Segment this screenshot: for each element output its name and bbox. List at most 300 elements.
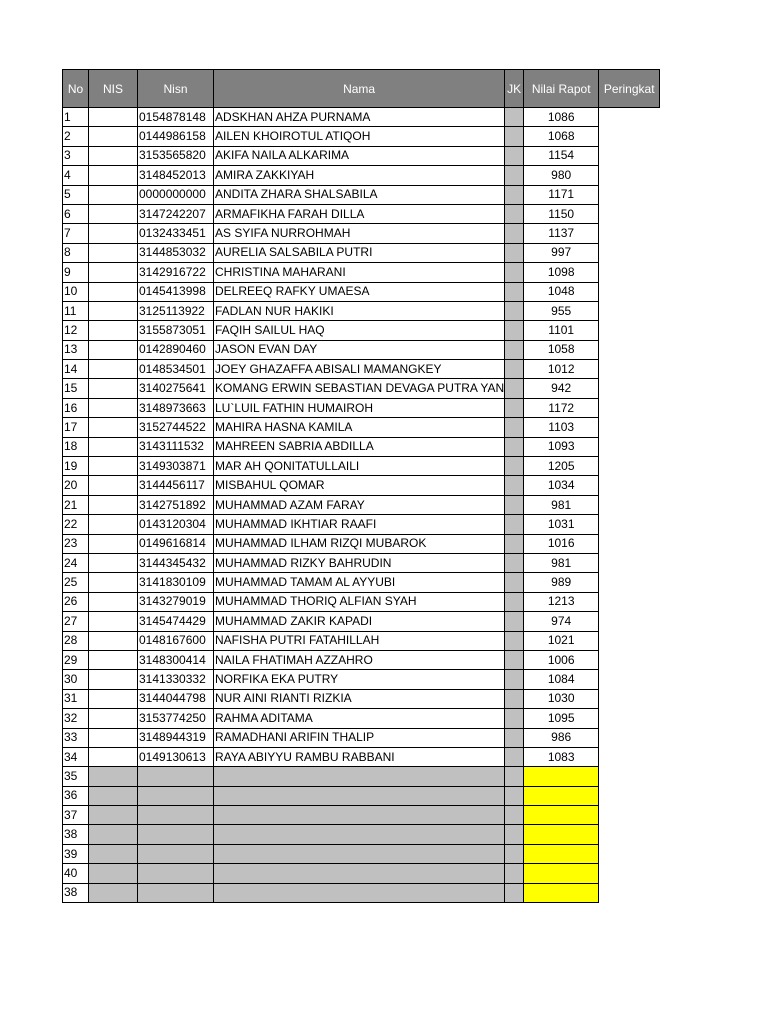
cell-nama[interactable] bbox=[214, 864, 505, 883]
cell-nilai-rapot[interactable]: 955 bbox=[524, 301, 599, 320]
cell-jk[interactable] bbox=[505, 321, 524, 340]
cell-no[interactable]: 35 bbox=[63, 767, 89, 786]
table-row bbox=[63, 108, 660, 127]
table-row bbox=[63, 243, 660, 262]
cell-jk[interactable] bbox=[505, 166, 524, 185]
cell-nis[interactable] bbox=[89, 844, 138, 863]
cell-nama[interactable]: AKIFA NAILA ALKARIMA bbox=[214, 146, 505, 165]
cell-nisn[interactable]: 0145413998 bbox=[138, 282, 214, 301]
cell-no[interactable]: 30 bbox=[63, 670, 89, 689]
cell-nis[interactable] bbox=[89, 379, 138, 398]
table-row bbox=[63, 379, 660, 398]
cell-nis[interactable] bbox=[89, 534, 138, 553]
cell-nisn[interactable] bbox=[138, 806, 214, 825]
cell-nis[interactable] bbox=[89, 631, 138, 650]
cell-nilai-rapot[interactable]: 1154 bbox=[524, 146, 599, 165]
cell-peringkat bbox=[599, 825, 660, 844]
cell-nama[interactable] bbox=[214, 767, 505, 786]
table-row bbox=[63, 437, 660, 456]
cell-nilai-rapot[interactable]: 1101 bbox=[524, 321, 599, 340]
cell-no[interactable]: 36 bbox=[63, 786, 89, 805]
cell-nisn[interactable]: 0142890460 bbox=[138, 340, 214, 359]
cell-jk[interactable] bbox=[505, 670, 524, 689]
cell-nis[interactable] bbox=[89, 204, 138, 223]
cell-peringkat bbox=[599, 670, 660, 689]
cell-nama[interactable]: MAHREEN SABRIA ABDILLA bbox=[214, 437, 505, 456]
cell-nilai-rapot[interactable]: 1172 bbox=[524, 398, 599, 417]
cell-peringkat bbox=[599, 573, 660, 592]
cell-nama[interactable]: NUR AINI RIANTI RIZKIA bbox=[214, 689, 505, 708]
cell-nama[interactable]: MUHAMMAD RIZKY BAHRUDIN bbox=[214, 553, 505, 572]
cell-no[interactable]: 24 bbox=[63, 553, 89, 572]
cell-nisn[interactable]: 3153774250 bbox=[138, 709, 214, 728]
cell-nama[interactable]: MUHAMMAD ZAKIR KAPADI bbox=[214, 612, 505, 631]
cell-peringkat bbox=[599, 185, 660, 204]
cell-jk[interactable] bbox=[505, 418, 524, 437]
cell-nisn[interactable] bbox=[138, 825, 214, 844]
cell-nis[interactable] bbox=[89, 301, 138, 320]
cell-nis[interactable] bbox=[89, 340, 138, 359]
cell-nis[interactable] bbox=[89, 650, 138, 669]
cell-peringkat bbox=[599, 282, 660, 301]
cell-nilai-rapot[interactable] bbox=[524, 786, 599, 805]
cell-nilai-rapot[interactable]: 1093 bbox=[524, 437, 599, 456]
header-nilai-rapot[interactable]: Nilai Rapot bbox=[524, 70, 599, 108]
cell-nis[interactable] bbox=[89, 127, 138, 146]
cell-nisn[interactable]: 0000000000 bbox=[138, 185, 214, 204]
cell-nama[interactable]: MAR AH QONITATULLAILI bbox=[214, 457, 505, 476]
cell-no[interactable]: 11 bbox=[63, 301, 89, 320]
cell-nilai-rapot[interactable]: 989 bbox=[524, 573, 599, 592]
cell-nilai-rapot[interactable]: 1068 bbox=[524, 127, 599, 146]
cell-nisn[interactable]: 3141330332 bbox=[138, 670, 214, 689]
cell-nisn[interactable]: 3142916722 bbox=[138, 263, 214, 282]
cell-nisn[interactable]: 0149130613 bbox=[138, 747, 214, 766]
cell-nama[interactable]: JASON EVAN DAY bbox=[214, 340, 505, 359]
cell-nis[interactable] bbox=[89, 553, 138, 572]
cell-no[interactable]: 39 bbox=[63, 844, 89, 863]
cell-jk[interactable] bbox=[505, 398, 524, 417]
cell-nilai-rapot[interactable]: 981 bbox=[524, 553, 599, 572]
cell-jk[interactable] bbox=[505, 185, 524, 204]
cell-nilai-rapot[interactable]: 1086 bbox=[524, 108, 599, 127]
cell-nama[interactable]: RAHMA ADITAMA bbox=[214, 709, 505, 728]
cell-nilai-rapot[interactable]: 1031 bbox=[524, 515, 599, 534]
cell-nilai-rapot[interactable]: 974 bbox=[524, 612, 599, 631]
cell-nilai-rapot[interactable]: 1084 bbox=[524, 670, 599, 689]
cell-jk[interactable] bbox=[505, 767, 524, 786]
cell-no[interactable]: 26 bbox=[63, 592, 89, 611]
cell-nama[interactable]: MUHAMMAD THORIQ ALFIAN SYAH bbox=[214, 592, 505, 611]
cell-nilai-rapot[interactable]: 986 bbox=[524, 728, 599, 747]
cell-peringkat bbox=[599, 689, 660, 708]
cell-peringkat bbox=[599, 379, 660, 398]
cell-nisn[interactable]: 3153565820 bbox=[138, 146, 214, 165]
cell-nama[interactable]: MUHAMMAD IKHTIAR RAAFI bbox=[214, 515, 505, 534]
cell-no[interactable]: 15 bbox=[63, 379, 89, 398]
cell-nis[interactable] bbox=[89, 146, 138, 165]
cell-no[interactable]: 31 bbox=[63, 689, 89, 708]
cell-jk[interactable] bbox=[505, 573, 524, 592]
cell-nisn[interactable]: 0132433451 bbox=[138, 224, 214, 243]
cell-nisn[interactable]: 0148167600 bbox=[138, 631, 214, 650]
cell-jk[interactable] bbox=[505, 553, 524, 572]
table-row bbox=[63, 282, 660, 301]
cell-jk[interactable] bbox=[505, 592, 524, 611]
table-row bbox=[63, 553, 660, 572]
header-nama[interactable]: Nama bbox=[214, 70, 505, 108]
cell-nama[interactable]: MISBAHUL QOMAR bbox=[214, 476, 505, 495]
cell-nilai-rapot[interactable]: 1137 bbox=[524, 224, 599, 243]
cell-jk[interactable] bbox=[505, 282, 524, 301]
cell-no[interactable]: 2 bbox=[63, 127, 89, 146]
cell-jk[interactable] bbox=[505, 263, 524, 282]
cell-nama[interactable] bbox=[214, 806, 505, 825]
cell-no[interactable]: 5 bbox=[63, 185, 89, 204]
cell-nis[interactable] bbox=[89, 166, 138, 185]
cell-jk[interactable] bbox=[505, 515, 524, 534]
cell-no[interactable]: 20 bbox=[63, 476, 89, 495]
cell-nisn[interactable]: 3145474429 bbox=[138, 612, 214, 631]
cell-peringkat bbox=[599, 806, 660, 825]
header-peringkat[interactable]: Peringkat bbox=[599, 70, 660, 108]
empty-row bbox=[63, 825, 660, 844]
table-row bbox=[63, 398, 660, 417]
cell-nisn[interactable]: 3142751892 bbox=[138, 495, 214, 514]
cell-nis[interactable] bbox=[89, 825, 138, 844]
cell-nisn[interactable] bbox=[138, 883, 214, 902]
cell-peringkat bbox=[599, 883, 660, 902]
cell-peringkat bbox=[599, 631, 660, 650]
cell-nis[interactable] bbox=[89, 360, 138, 379]
cell-nis[interactable] bbox=[89, 747, 138, 766]
student-grade-table bbox=[62, 69, 660, 903]
cell-jk[interactable] bbox=[505, 864, 524, 883]
empty-row bbox=[63, 767, 660, 786]
cell-peringkat bbox=[599, 263, 660, 282]
cell-no[interactable]: 13 bbox=[63, 340, 89, 359]
cell-no[interactable]: 3 bbox=[63, 146, 89, 165]
cell-nisn[interactable]: 3147242207 bbox=[138, 204, 214, 223]
cell-nilai-rapot[interactable]: 1030 bbox=[524, 689, 599, 708]
cell-nisn[interactable]: 3148452013 bbox=[138, 166, 214, 185]
cell-jk[interactable] bbox=[505, 146, 524, 165]
cell-nilai-rapot[interactable]: 1213 bbox=[524, 592, 599, 611]
cell-peringkat bbox=[599, 108, 660, 127]
cell-no[interactable]: 17 bbox=[63, 418, 89, 437]
cell-nisn[interactable]: 0143120304 bbox=[138, 515, 214, 534]
cell-nisn[interactable]: 0154878148 bbox=[138, 108, 214, 127]
cell-peringkat bbox=[599, 864, 660, 883]
cell-no[interactable]: 7 bbox=[63, 224, 89, 243]
cell-peringkat bbox=[599, 204, 660, 223]
cell-peringkat bbox=[599, 553, 660, 572]
cell-nama[interactable]: NAFISHA PUTRI FATAHILLAH bbox=[214, 631, 505, 650]
empty-row bbox=[63, 883, 660, 902]
cell-no[interactable]: 29 bbox=[63, 650, 89, 669]
cell-peringkat bbox=[599, 437, 660, 456]
empty-row bbox=[63, 864, 660, 883]
cell-nisn[interactable]: 3141830109 bbox=[138, 573, 214, 592]
cell-jk[interactable] bbox=[505, 747, 524, 766]
cell-nisn[interactable] bbox=[138, 844, 214, 863]
cell-nama[interactable]: AS SYIFA NURROHMAH bbox=[214, 224, 505, 243]
cell-nilai-rapot[interactable]: 1098 bbox=[524, 263, 599, 282]
cell-jk[interactable] bbox=[505, 457, 524, 476]
cell-nilai-rapot[interactable] bbox=[524, 806, 599, 825]
cell-nilai-rapot[interactable]: 1171 bbox=[524, 185, 599, 204]
cell-nama[interactable]: KOMANG ERWIN SEBASTIAN DEVAGA PUTRA YAN bbox=[214, 379, 505, 398]
cell-nisn[interactable]: 3144345432 bbox=[138, 553, 214, 572]
table-row bbox=[63, 321, 660, 340]
cell-nama[interactable]: JOEY GHAZAFFA ABISALI MAMANGKEY bbox=[214, 360, 505, 379]
cell-no[interactable]: 1 bbox=[63, 108, 89, 127]
cell-nilai-rapot[interactable]: 1034 bbox=[524, 476, 599, 495]
cell-nisn[interactable]: 3144456117 bbox=[138, 476, 214, 495]
cell-peringkat bbox=[599, 650, 660, 669]
cell-nis[interactable] bbox=[89, 495, 138, 514]
cell-nama[interactable]: DELREEQ RAFKY UMAESA bbox=[214, 282, 505, 301]
cell-nama[interactable]: NORFIKA EKA PUTRY bbox=[214, 670, 505, 689]
cell-nisn[interactable]: 3144044798 bbox=[138, 689, 214, 708]
cell-nis[interactable] bbox=[89, 282, 138, 301]
cell-jk[interactable] bbox=[505, 204, 524, 223]
cell-nisn[interactable]: 3148944319 bbox=[138, 728, 214, 747]
cell-nilai-rapot[interactable]: 1205 bbox=[524, 457, 599, 476]
cell-nis[interactable] bbox=[89, 689, 138, 708]
cell-no[interactable]: 19 bbox=[63, 457, 89, 476]
cell-nama[interactable]: MUHAMMAD TAMAM AL AYYUBI bbox=[214, 573, 505, 592]
cell-nis[interactable] bbox=[89, 592, 138, 611]
cell-nilai-rapot[interactable]: 1021 bbox=[524, 631, 599, 650]
cell-nisn[interactable]: 0148534501 bbox=[138, 360, 214, 379]
cell-nis[interactable] bbox=[89, 321, 138, 340]
cell-nis[interactable] bbox=[89, 806, 138, 825]
cell-nis[interactable] bbox=[89, 670, 138, 689]
cell-no[interactable]: 40 bbox=[63, 864, 89, 883]
cell-nisn[interactable]: 3149303871 bbox=[138, 457, 214, 476]
cell-jk[interactable] bbox=[505, 437, 524, 456]
cell-no[interactable]: 28 bbox=[63, 631, 89, 650]
cell-jk[interactable] bbox=[505, 786, 524, 805]
cell-nilai-rapot[interactable] bbox=[524, 883, 599, 902]
cell-nama[interactable]: LU`LUIL FATHIN HUMAIROH bbox=[214, 398, 505, 417]
cell-jk[interactable] bbox=[505, 806, 524, 825]
cell-no[interactable]: 10 bbox=[63, 282, 89, 301]
cell-nis[interactable] bbox=[89, 108, 138, 127]
cell-nisn[interactable]: 3148973663 bbox=[138, 398, 214, 417]
cell-nisn[interactable]: 3140275641 bbox=[138, 379, 214, 398]
table-row bbox=[63, 340, 660, 359]
cell-peringkat bbox=[599, 844, 660, 863]
cell-jk[interactable] bbox=[505, 534, 524, 553]
cell-no[interactable]: 38 bbox=[63, 825, 89, 844]
table-body bbox=[63, 108, 660, 903]
cell-nama[interactable]: MUHAMMAD AZAM FARAY bbox=[214, 495, 505, 514]
cell-nisn[interactable]: 3143111532 bbox=[138, 437, 214, 456]
cell-nis[interactable] bbox=[89, 883, 138, 902]
table-row bbox=[63, 263, 660, 282]
cell-nilai-rapot[interactable]: 1012 bbox=[524, 360, 599, 379]
cell-nama[interactable]: MUHAMMAD ILHAM RIZQI MUBAROK bbox=[214, 534, 505, 553]
cell-nama[interactable]: FADLAN NUR HAKIKI bbox=[214, 301, 505, 320]
cell-no[interactable]: 8 bbox=[63, 243, 89, 262]
cell-jk[interactable] bbox=[505, 631, 524, 650]
cell-nilai-rapot[interactable]: 1048 bbox=[524, 282, 599, 301]
cell-nisn[interactable]: 3152744522 bbox=[138, 418, 214, 437]
cell-nilai-rapot[interactable] bbox=[524, 825, 599, 844]
table-row bbox=[63, 515, 660, 534]
cell-nilai-rapot[interactable]: 1103 bbox=[524, 418, 599, 437]
cell-jk[interactable] bbox=[505, 301, 524, 320]
cell-nama[interactable]: AURELIA SALSABILA PUTRI bbox=[214, 243, 505, 262]
cell-nama[interactable] bbox=[214, 883, 505, 902]
cell-jk[interactable] bbox=[505, 689, 524, 708]
cell-jk[interactable] bbox=[505, 650, 524, 669]
cell-no[interactable]: 33 bbox=[63, 728, 89, 747]
cell-jk[interactable] bbox=[505, 108, 524, 127]
cell-nama[interactable]: MAHIRA HASNA KAMILA bbox=[214, 418, 505, 437]
cell-nisn[interactable]: 3155873051 bbox=[138, 321, 214, 340]
cell-nilai-rapot[interactable] bbox=[524, 767, 599, 786]
cell-jk[interactable] bbox=[505, 127, 524, 146]
table-row bbox=[63, 476, 660, 495]
cell-jk[interactable] bbox=[505, 728, 524, 747]
cell-jk[interactable] bbox=[505, 360, 524, 379]
header-jk[interactable]: JK bbox=[505, 70, 524, 108]
cell-nis[interactable] bbox=[89, 515, 138, 534]
cell-nilai-rapot[interactable]: 1083 bbox=[524, 747, 599, 766]
cell-peringkat bbox=[599, 398, 660, 417]
cell-jk[interactable] bbox=[505, 709, 524, 728]
cell-nama[interactable]: RAYA ABIYYU RAMBU RABBANI bbox=[214, 747, 505, 766]
cell-nilai-rapot[interactable] bbox=[524, 864, 599, 883]
cell-nis[interactable] bbox=[89, 709, 138, 728]
cell-nis[interactable] bbox=[89, 612, 138, 631]
cell-nama[interactable]: AILEN KHOIROTUL ATIQOH bbox=[214, 127, 505, 146]
header-nis[interactable]: NIS bbox=[89, 70, 138, 108]
cell-nama[interactable]: ARMAFIKHA FARAH DILLA bbox=[214, 204, 505, 223]
cell-nama[interactable]: AMIRA ZAKKIYAH bbox=[214, 166, 505, 185]
cell-no[interactable]: 14 bbox=[63, 360, 89, 379]
cell-nisn[interactable]: 3144853032 bbox=[138, 243, 214, 262]
cell-no[interactable]: 22 bbox=[63, 515, 89, 534]
cell-nis[interactable] bbox=[89, 224, 138, 243]
cell-nilai-rapot[interactable]: 1150 bbox=[524, 204, 599, 223]
cell-nis[interactable] bbox=[89, 243, 138, 262]
cell-nama[interactable]: ANDITA ZHARA SHALSABILA bbox=[214, 185, 505, 204]
cell-nisn[interactable]: 0149616814 bbox=[138, 534, 214, 553]
cell-no[interactable]: 25 bbox=[63, 573, 89, 592]
cell-jk[interactable] bbox=[505, 243, 524, 262]
cell-nilai-rapot[interactable]: 1006 bbox=[524, 650, 599, 669]
cell-nis[interactable] bbox=[89, 418, 138, 437]
cell-peringkat bbox=[599, 127, 660, 146]
cell-jk[interactable] bbox=[505, 476, 524, 495]
cell-nilai-rapot[interactable]: 981 bbox=[524, 495, 599, 514]
cell-no[interactable]: 23 bbox=[63, 534, 89, 553]
cell-nilai-rapot[interactable]: 997 bbox=[524, 243, 599, 262]
cell-no[interactable]: 37 bbox=[63, 806, 89, 825]
cell-nilai-rapot[interactable]: 942 bbox=[524, 379, 599, 398]
cell-nilai-rapot[interactable]: 1016 bbox=[524, 534, 599, 553]
cell-nis[interactable] bbox=[89, 437, 138, 456]
cell-nis[interactable] bbox=[89, 185, 138, 204]
cell-nama[interactable]: NAILA FHATIMAH AZZAHRO bbox=[214, 650, 505, 669]
cell-no[interactable]: 16 bbox=[63, 398, 89, 417]
cell-no[interactable]: 32 bbox=[63, 709, 89, 728]
table-row bbox=[63, 728, 660, 747]
cell-jk[interactable] bbox=[505, 612, 524, 631]
cell-no[interactable]: 21 bbox=[63, 495, 89, 514]
cell-no[interactable]: 9 bbox=[63, 263, 89, 282]
cell-jk[interactable] bbox=[505, 495, 524, 514]
cell-nama[interactable] bbox=[214, 825, 505, 844]
cell-nis[interactable] bbox=[89, 767, 138, 786]
cell-nis[interactable] bbox=[89, 786, 138, 805]
cell-jk[interactable] bbox=[505, 825, 524, 844]
cell-no[interactable]: 27 bbox=[63, 612, 89, 631]
cell-nis[interactable] bbox=[89, 263, 138, 282]
cell-nama[interactable] bbox=[214, 844, 505, 863]
table-row bbox=[63, 670, 660, 689]
cell-nisn[interactable]: 3125113922 bbox=[138, 301, 214, 320]
cell-jk[interactable] bbox=[505, 844, 524, 863]
cell-nisn[interactable]: 3148300414 bbox=[138, 650, 214, 669]
cell-nama[interactable]: RAMADHANI ARIFIN THALIP bbox=[214, 728, 505, 747]
cell-jk[interactable] bbox=[505, 379, 524, 398]
cell-nilai-rapot[interactable]: 1095 bbox=[524, 709, 599, 728]
header-no[interactable]: No bbox=[63, 70, 89, 108]
cell-nama[interactable]: ADSKHAN AHZA PURNAMA bbox=[214, 108, 505, 127]
cell-peringkat bbox=[599, 592, 660, 611]
cell-nama[interactable]: CHRISTINA MAHARANI bbox=[214, 263, 505, 282]
cell-nis[interactable] bbox=[89, 476, 138, 495]
cell-peringkat bbox=[599, 747, 660, 766]
cell-nisn[interactable] bbox=[138, 864, 214, 883]
cell-nilai-rapot[interactable] bbox=[524, 844, 599, 863]
cell-nis[interactable] bbox=[89, 573, 138, 592]
table-row bbox=[63, 185, 660, 204]
cell-peringkat bbox=[599, 340, 660, 359]
cell-nis[interactable] bbox=[89, 457, 138, 476]
cell-nisn[interactable]: 3143279019 bbox=[138, 592, 214, 611]
cell-nis[interactable] bbox=[89, 864, 138, 883]
cell-no[interactable]: 12 bbox=[63, 321, 89, 340]
cell-nilai-rapot[interactable]: 1058 bbox=[524, 340, 599, 359]
cell-jk[interactable] bbox=[505, 224, 524, 243]
cell-no[interactable]: 6 bbox=[63, 204, 89, 223]
cell-jk[interactable] bbox=[505, 340, 524, 359]
cell-no[interactable]: 18 bbox=[63, 437, 89, 456]
cell-nama[interactable] bbox=[214, 786, 505, 805]
cell-nis[interactable] bbox=[89, 728, 138, 747]
header-row bbox=[63, 70, 660, 108]
cell-nilai-rapot[interactable]: 980 bbox=[524, 166, 599, 185]
table-row bbox=[63, 301, 660, 320]
cell-nisn[interactable]: 0144986158 bbox=[138, 127, 214, 146]
header-nisn[interactable]: Nisn bbox=[138, 70, 214, 108]
cell-no[interactable]: 34 bbox=[63, 747, 89, 766]
cell-nama[interactable]: FAQIH SAILUL HAQ bbox=[214, 321, 505, 340]
cell-nisn[interactable] bbox=[138, 767, 214, 786]
cell-nisn[interactable] bbox=[138, 786, 214, 805]
cell-nis[interactable] bbox=[89, 398, 138, 417]
cell-jk[interactable] bbox=[505, 883, 524, 902]
cell-no[interactable]: 4 bbox=[63, 166, 89, 185]
cell-peringkat bbox=[599, 612, 660, 631]
cell-no[interactable]: 38 bbox=[63, 883, 89, 902]
